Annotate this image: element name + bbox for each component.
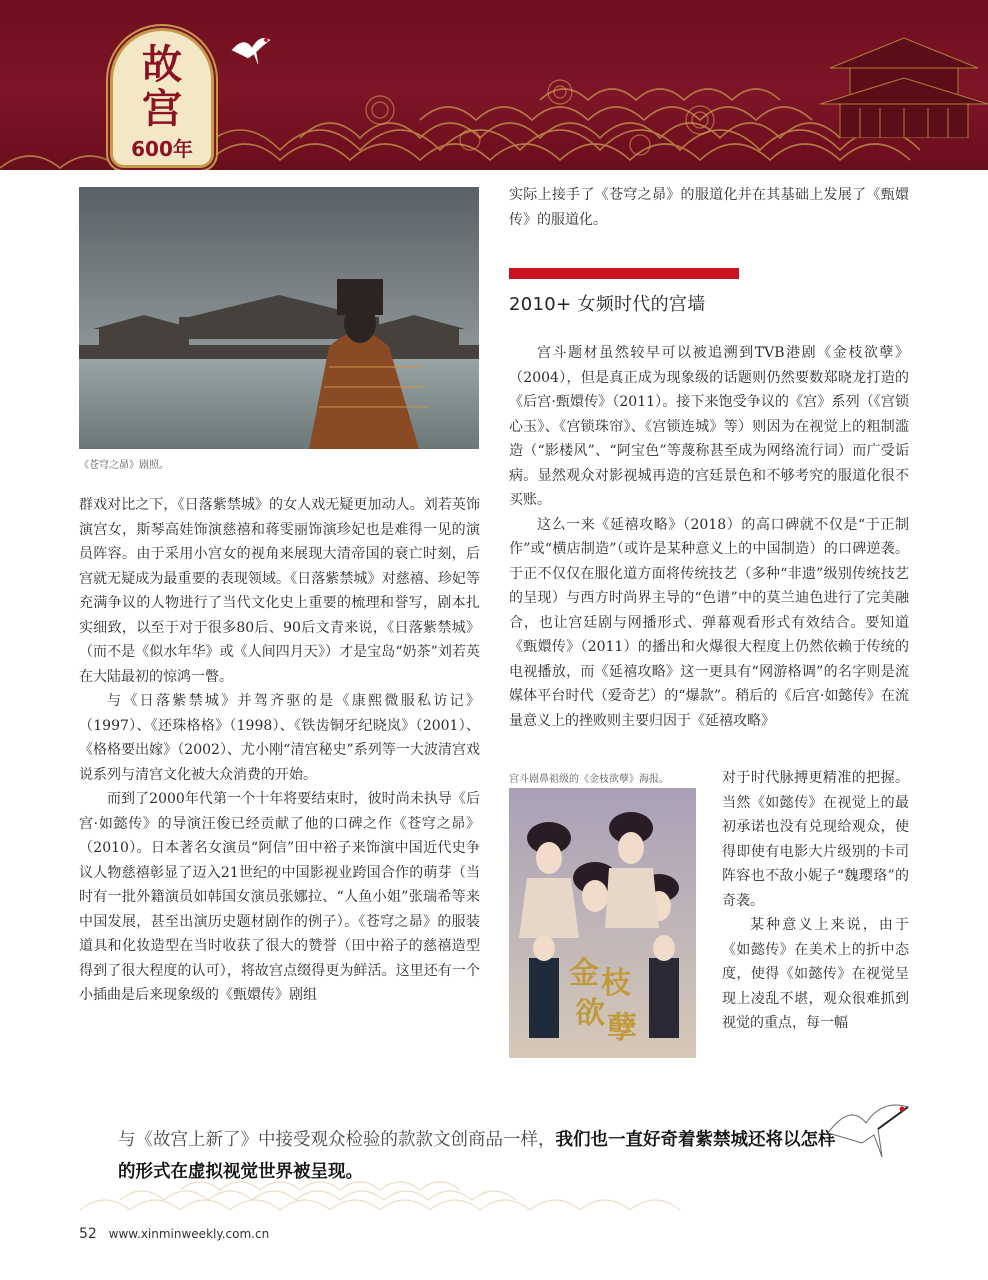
drama-poster-image [509, 788, 696, 1058]
logo-char-1: 故 [142, 41, 182, 88]
pull-quote-normal: 与《故宫上新了》中接受观众检验的款款文创商品一样， [118, 1130, 556, 1150]
page-number: 52 [79, 1226, 97, 1242]
poster-caption: 宫斗剧鼻祖级的《金枝欲孽》海报。 [509, 774, 669, 785]
film-still-caption: 《苍穹之昴》剧照。 [79, 460, 169, 471]
right-paragraph-top: 实际上接手了《苍穹之昴》的服道化并在其基础上发展了《甄嬛传》的服道化。 [509, 187, 909, 228]
right-text-column [509, 341, 909, 733]
page-footer [79, 1226, 269, 1242]
poster-title-char-4: 孽 [607, 1011, 637, 1046]
left-text-column [79, 493, 480, 1008]
header-banner [0, 0, 988, 170]
footer-url[interactable]: www.xinminweekly.com.cn [108, 1227, 270, 1241]
pull-quote-bold: 我们也一直好奇着紫禁城还将以怎样的形式在虚拟视觉世界被呈现。 [118, 1130, 836, 1182]
narrow-paragraph-2: 某种意义上来说，由于《如懿传》在美术上的折中态度，使得《如懿传》在视觉呈现上凌乱不堪，观众很难抓到视觉的重点，每一幅 [722, 917, 909, 1031]
right-paragraph-2: 这么一来《延禧攻略》（2018）的高口碑就不仅是“于正制作”或“横店制造”（或许是某种意义上的中国制造）的口碑逆袭。于正不仅仅在服化道方面将传统技艺（多种“非遗”级别传统技艺的呈现）与西方时尚界主导的“色谱”中的莫兰迪色进行了完美融合，也让宫廷剧与网播形式、弹幕观看形式有效结合。要知道《甄嬛传》（2011）的播出和火爆很大程度上仍然依赖于传统的电视播放，而《延禧攻略》这一更具有“网游格调”的名字则是流媒体平台时代（爱奇艺）的“爆款”。稍后的《后宫·如懿传》在流量意义上的挫败则主要归因于《延禧攻略》 [509, 516, 909, 729]
poster-title-char-3: 欲 [575, 996, 605, 1031]
logo-600-years: 600年 [131, 137, 193, 161]
right-paragraph-1: 宫斗题材虽然较早可以被追溯到TVB港剧《金枝欲孽》（2004），但是真正成为现象级的话题则仍然要数郑晓龙打造的《后宫·甄嬛传》（2011）。接下来饱受争议的《宫》系列（《宫锁心玉》、《宫锁珠帘》、《宫锁连城》等）则因为在视觉上的粗制滥造（“影楼风”、“阿宝色”等蔑称甚至成为网络流行词）而广受诟病。显然观众对影视城再造的宫廷景色和不够考究的服道化很不买账。 [509, 345, 909, 508]
palace-roof-illustration [820, 18, 988, 138]
crane-icon [822, 1093, 914, 1165]
section-heading: 2010+ 女频时代的宫墙 [509, 294, 706, 315]
poster-title-char-2: 枝 [601, 966, 631, 1001]
palace-600-logo [110, 28, 214, 168]
crane-icon [228, 30, 272, 68]
left-paragraph-2: 与《日落紫禁城》并驾齐驱的是《康熙微服私访记》（1997）、《还珠格格》（1998）、《铁齿铜牙纪晓岚》（2001）、《格格要出嫁》（2002）、尤小刚“清宫秘史”系列等一大波清宫戏说系列与清宫文化被大众消费的开始。 [79, 693, 480, 783]
drama-poster-illustration [509, 788, 696, 1058]
film-still-illustration [79, 187, 479, 449]
narrow-paragraph-1: 对于时代脉搏更精准的把握。当然《如懿传》在视觉上的最初承诺也没有兑现给观众，使得即使有电影大片级别的卡司阵容也不敌小妮子“魏璎珞”的奇袭。 [722, 770, 909, 909]
section-accent-bar [509, 268, 739, 279]
logo-char-2: 宫 [142, 85, 182, 132]
right-text-continuation [509, 183, 909, 232]
left-paragraph-1: 群戏对比之下，《日落紫禁城》的女人戏无疑更加动人。刘若英饰演宫女，斯琴高娃饰演慈禧和蒋雯丽饰演珍妃也是难得一见的演员阵容。由于采用小宫女的视角来展现大清帝国的衰亡时刻，后宫就无疑成为最重要的表现领域。《日落紫禁城》对慈禧、珍妃等充满争议的人物进行了当代文化史上重要的梳理和誉写，剧本扎实细致，以至于对于很多80后、90后文青来说，《日落紫禁城》（而不是《似水年华》或《人间四月天》）才是宝岛“奶茶”刘若英在大陆最初的惊鸿一瞥。 [79, 497, 480, 685]
pull-quote [118, 1124, 838, 1188]
film-still-image [79, 187, 479, 449]
poster-title-char-1: 金 [569, 956, 599, 991]
left-paragraph-3: 而到了2000年代第一个十年将要结束时，彼时尚未执导《后宫·如懿传》的导演汪俊已经贡献了他的口碑之作《苍穹之昴》（2010）。日本著名女演员“阿信”田中裕子来饰演中国近代史争议人物慈禧彰显了迈入21世纪的中国影视业跨国合作的萌芽（当时有一批外籍演员如韩国女演员张娜拉、“人鱼小姐”张瑞希等来中国发展，甚至出演历史题材剧作的例子）。《苍穹之昴》的服装道具和化妆造型在当时收获了很大的赞誉（田中裕子的慈禧造型得到了很大程度的认可），将故宫点缀得更为鲜活。这里还有一个小插曲是后来现象级的《甄嬛传》剧组 [79, 791, 480, 1003]
right-narrow-column [722, 766, 909, 1036]
